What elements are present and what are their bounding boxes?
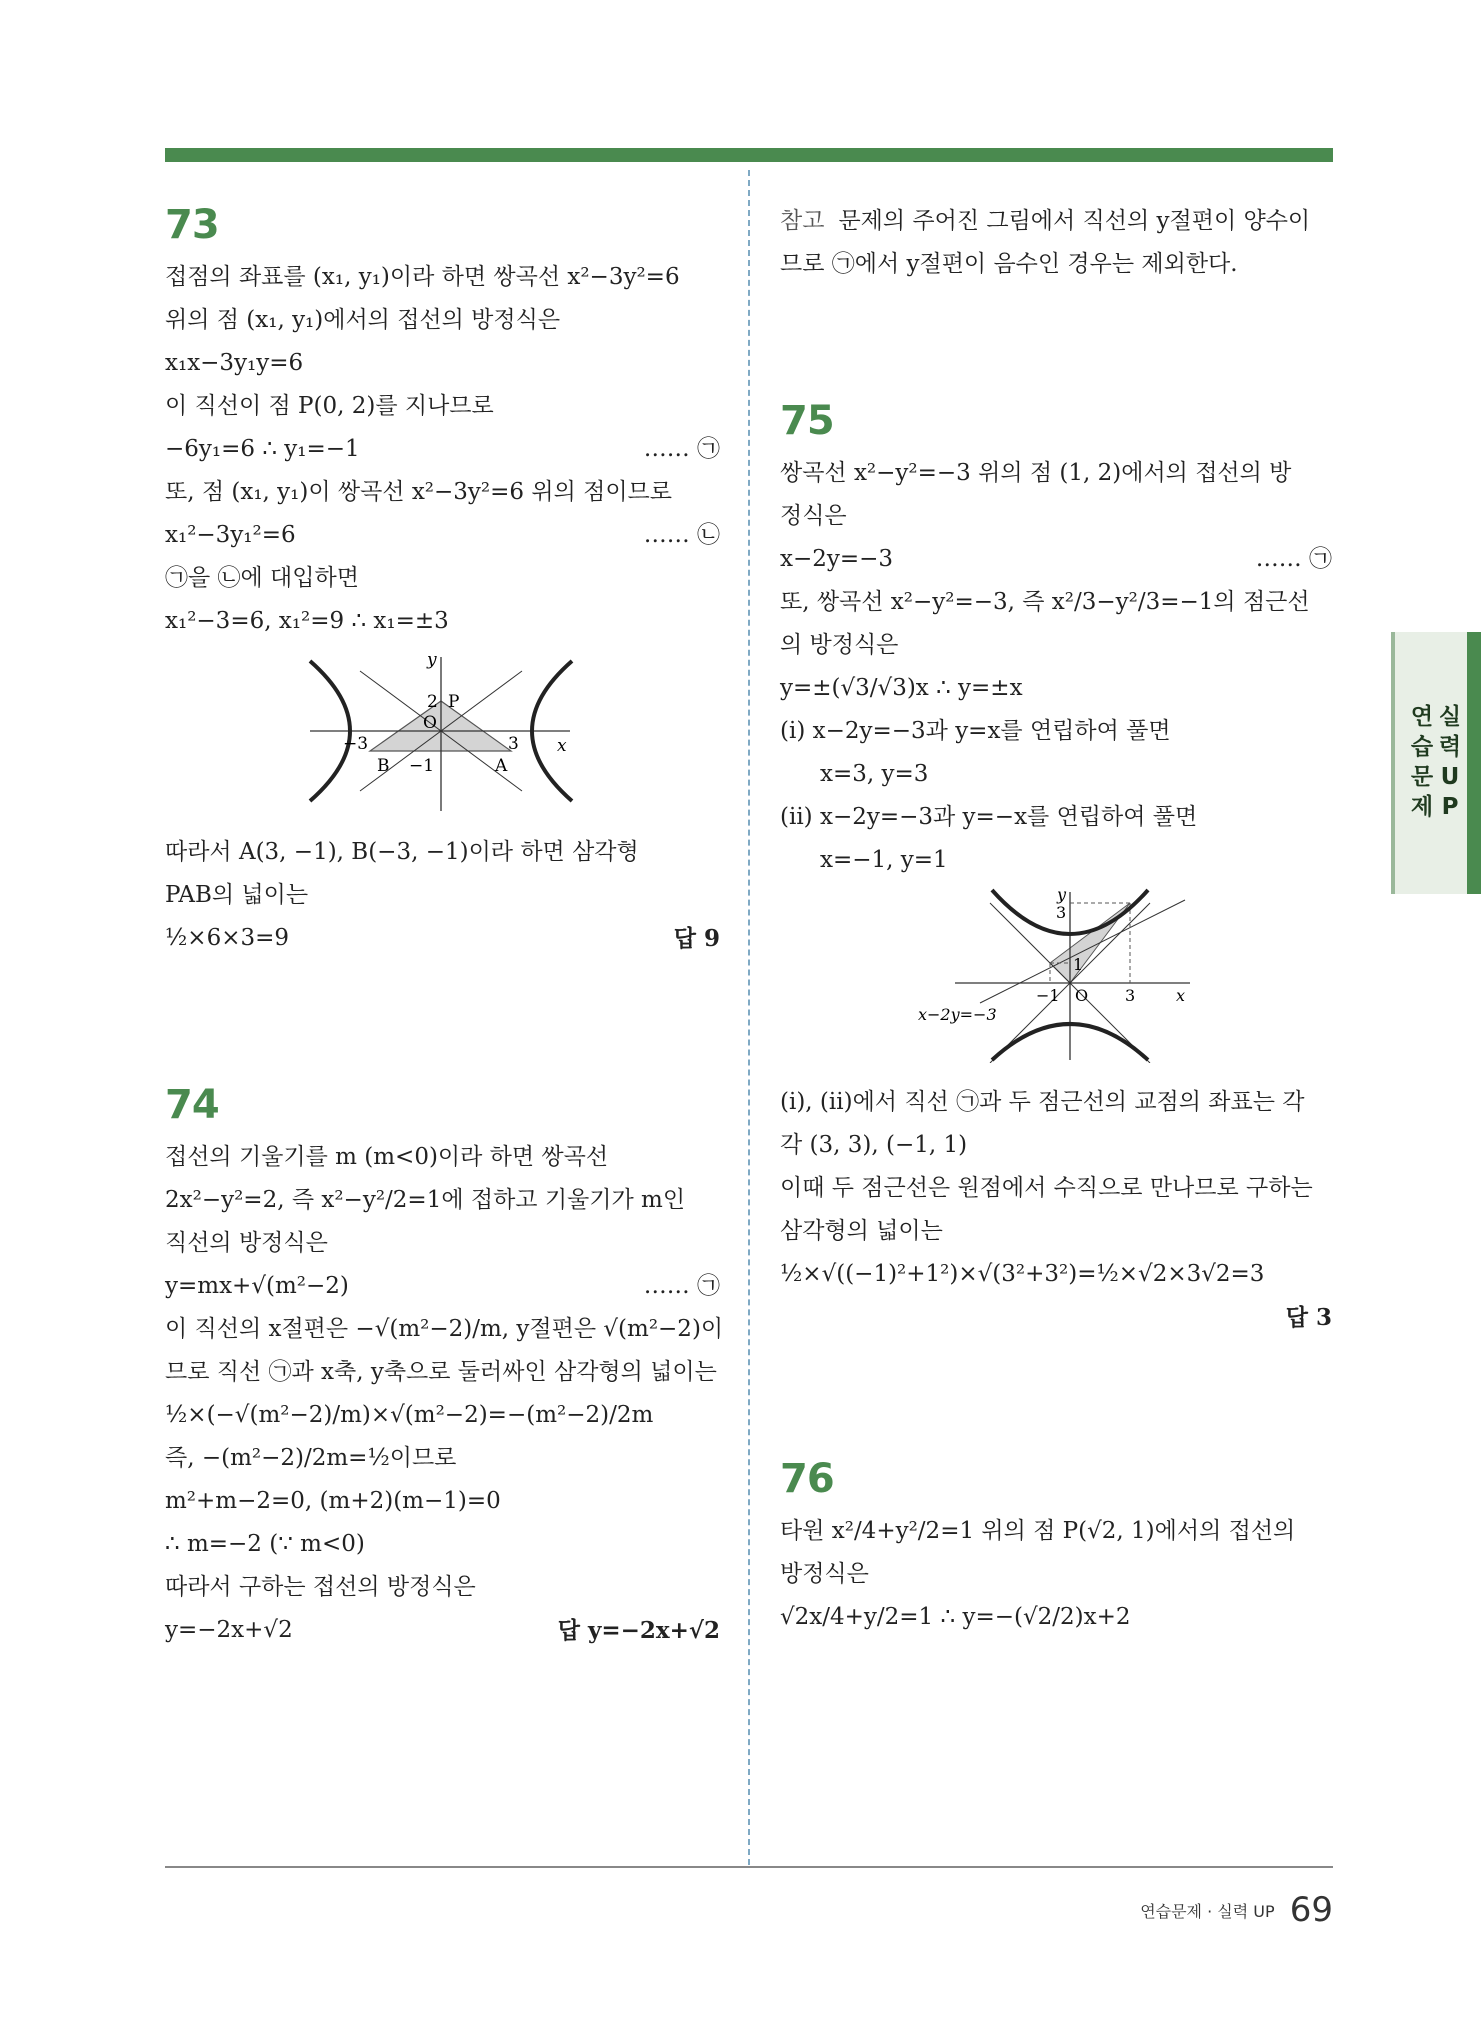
p73-label-A: A [495, 756, 508, 776]
p75-after-5: ½×√((−1)²+1²)×√(3²+3²)=½×√2×3√2=3 [780, 1261, 1265, 1287]
p76-line-3: √2x/4+y/2=1 ∴ y=−(√2/2)x+2 [780, 1604, 1131, 1630]
p76-line-2: 방정식은 [780, 1561, 869, 1587]
p75-line-10: x=−1, y=1 [820, 847, 948, 873]
p75-label-1: 1 [1073, 955, 1084, 974]
p74-answer-label: 답 [557, 1618, 580, 1644]
p74-line-4-text: y=mx+√(m²−2) [165, 1273, 349, 1299]
p74-line-5: 이 직선의 x절편은 −√(m²−2)/m, y절편은 √(m²−2)이 [165, 1316, 724, 1342]
note-label: 참고 [780, 208, 825, 234]
p73-line-1: 접점의 좌표를 (x₁, y₁)이라 하면 쌍곡선 x²−3y²=6 [165, 264, 680, 290]
p73-label-y: y [427, 651, 437, 670]
p75-line-3-text: x−2y=−3 [780, 546, 894, 572]
p75-answer-value: 3 [1315, 1304, 1332, 1331]
p75-line-7: (ⅰ) x−2y=−3과 y=x를 연립하여 풀면 [780, 718, 1171, 744]
side-tab-char: 연 [1410, 704, 1434, 730]
p75-line-9: (ⅱ) x−2y=−3과 y=−x를 연립하여 풀면 [780, 804, 1198, 830]
p75-after-3: 이때 두 점근선은 원점에서 수직으로 만나므로 구하는 [780, 1175, 1313, 1201]
bottom-rule [165, 1866, 1333, 1868]
p73-hyperbola-graph [165, 651, 720, 821]
side-tab-char: 실 [1438, 704, 1462, 730]
p73-after-3-text: ½×6×3=9 [165, 925, 290, 951]
p74-line-9: m²+m−2=0, (m+2)(m−1)=0 [165, 1488, 501, 1514]
p73-line-3: x₁x−3y₁y=6 [165, 350, 304, 376]
p75-line-5: 의 방정식은 [780, 632, 899, 658]
problem-number-73: 73 [165, 202, 219, 248]
p74-answer [558, 1609, 720, 1653]
side-tab-char: 문 [1410, 764, 1434, 790]
p75-line-8: x=3, y=3 [820, 761, 929, 787]
p75-answer [1286, 1296, 1332, 1340]
p73-label-x: x [557, 736, 567, 756]
side-tab-char: 력 [1438, 734, 1462, 760]
p73-line-5-text: −6y₁=6 ∴ y₁=−1 [165, 436, 360, 462]
p73-line-2: 위의 점 (x₁, y₁)에서의 접선의 방정식은 [165, 307, 561, 333]
top-accent-bar [165, 148, 1333, 162]
p75-label-eq: x−2y=−3 [918, 1005, 997, 1024]
page-number: 69 [1289, 1890, 1333, 1930]
p73-mark-1: …… ㉠ [643, 436, 720, 462]
p73-answer-value: 9 [703, 925, 720, 952]
p73-after-1: 따라서 A(3, −1), B(−3, −1)이라 하면 삼각형 [165, 839, 639, 865]
p74-line-12 [165, 1609, 720, 1652]
p74-line-10: ∴ m=−2 (∵ m<0) [165, 1531, 365, 1557]
p75-label-3x: 3 [1125, 986, 1136, 1005]
problem-number-75: 75 [780, 398, 834, 444]
p73-after-2: PAB의 넓이는 [165, 882, 309, 908]
p73-line-7-text: x₁²−3y₁²=6 [165, 522, 296, 548]
p74-line-3: 직선의 방정식은 [165, 1230, 328, 1256]
side-tab-char: P [1441, 794, 1459, 820]
p73-mark-2: …… ㉡ [643, 522, 720, 548]
p75-line-1: 쌍곡선 x²−y²=−3 위의 점 (1, 2)에서의 접선의 방 [780, 460, 1292, 486]
p75-after-1: (ⅰ), (ⅱ)에서 직선 ㉠과 두 점근선의 교점의 좌표는 각 [780, 1089, 1305, 1115]
p75-label-3y: 3 [1056, 903, 1067, 922]
side-tab-stripe [1467, 632, 1481, 894]
p74-line-7: ½×(−√(m²−2)/m)×√(m²−2)=−(m²−2)/2m [165, 1402, 654, 1428]
p74-line-6: 므로 직선 ㉠과 x축, y축으로 둘러싸인 삼각형의 넓이는 [165, 1359, 717, 1385]
p73-label-2: 2 [427, 692, 438, 712]
p75-label-O: O [1075, 986, 1089, 1005]
side-tab-col-1 [1409, 702, 1435, 822]
p73-label-O: O [423, 713, 437, 733]
p76-line-1: 타원 x²/4+y²/2=1 위의 점 P(√2, 1)에서의 접선의 [780, 1518, 1296, 1544]
p73-answer-label: 답 [673, 926, 696, 952]
p74-line-1: 접선의 기울기를 m (m<0)이라 하면 쌍곡선 [165, 1144, 609, 1170]
p75-after-2: 각 (3, 3), (−1, 1) [780, 1132, 968, 1158]
p73-label-B: B [377, 756, 390, 776]
p74-line-8: 즉, −(m²−2)/2m=½이므로 [165, 1445, 457, 1471]
problem-number-74: 74 [165, 1082, 219, 1128]
footer-section-title: 연습문제 · 실력 UP [1140, 1901, 1275, 1921]
p74-mark-1: …… ㉠ [643, 1273, 720, 1299]
p75-line-2: 정식은 [780, 503, 847, 529]
p74-line-2: 2x²−y²=2, 즉 x²−y²/2=1에 접하고 기울기가 m인 [165, 1187, 686, 1213]
p73-label-p3: 3 [508, 734, 519, 754]
left-column [165, 200, 724, 1652]
p75-line-6: y=±(√3/√3)x ∴ y=±x [780, 675, 1023, 701]
note-line-1-text: 문제의 주어진 그림에서 직선의 y절편이 양수이 [838, 208, 1311, 234]
side-tab-col-2 [1437, 702, 1463, 822]
p73-line-4: 이 직선이 점 P(0, 2)를 지나므로 [165, 393, 494, 419]
p74-line-12-text: y=−2x+√2 [165, 1617, 293, 1643]
p73-label-m3: −3 [343, 734, 369, 754]
p75-answer-line [780, 1296, 1332, 1339]
p73-answer [674, 917, 720, 961]
p75-hyperbola-graph [780, 888, 1332, 1063]
side-tab-char: U [1440, 764, 1460, 790]
p73-line-8: ㉠을 ㉡에 대입하면 [165, 565, 359, 591]
p75-label-y: y [1057, 888, 1067, 904]
problem-number-76: 76 [780, 1456, 834, 1502]
column-divider [748, 170, 750, 1865]
p75-answer-label: 답 [1285, 1305, 1308, 1331]
p73-after-3 [165, 917, 720, 960]
p74-line-11: 따라서 구하는 접선의 방정식은 [165, 1574, 476, 1600]
p74-line-4 [165, 1265, 720, 1308]
p73-label-m1: −1 [409, 756, 435, 776]
p73-label-P: P [448, 692, 460, 712]
side-tab-char: 습 [1410, 734, 1434, 760]
note-line-2: 므로 ㉠에서 y절편이 음수인 경우는 제외한다. [780, 251, 1238, 277]
p75-line-3 [780, 538, 1332, 581]
p73-line-9: x₁²−3=6, x₁²=9 ∴ x₁=±3 [165, 608, 449, 634]
p73-line-5 [165, 428, 720, 471]
section-side-tab [1391, 632, 1481, 894]
p74-answer-value: y=−2x+√2 [587, 1617, 720, 1644]
p73-line-7 [165, 514, 720, 557]
right-column [780, 200, 1332, 1639]
p75-after-4: 삼각형의 넓이는 [780, 1218, 943, 1244]
p73-line-6: 또, 점 (x₁, y₁)이 쌍곡선 x²−3y²=6 위의 점이므로 [165, 479, 672, 505]
note-line-1 [780, 200, 1332, 243]
page-footer [1140, 1890, 1333, 1930]
p75-line-4: 또, 쌍곡선 x²−y²=−3, 즉 x²/3−y²/3=−1의 점근선 [780, 589, 1310, 615]
side-tab-char: 제 [1410, 794, 1434, 820]
p75-label-m1: −1 [1036, 986, 1060, 1005]
p75-mark-1: …… ㉠ [1255, 546, 1332, 572]
p75-label-x: x [1176, 986, 1186, 1005]
